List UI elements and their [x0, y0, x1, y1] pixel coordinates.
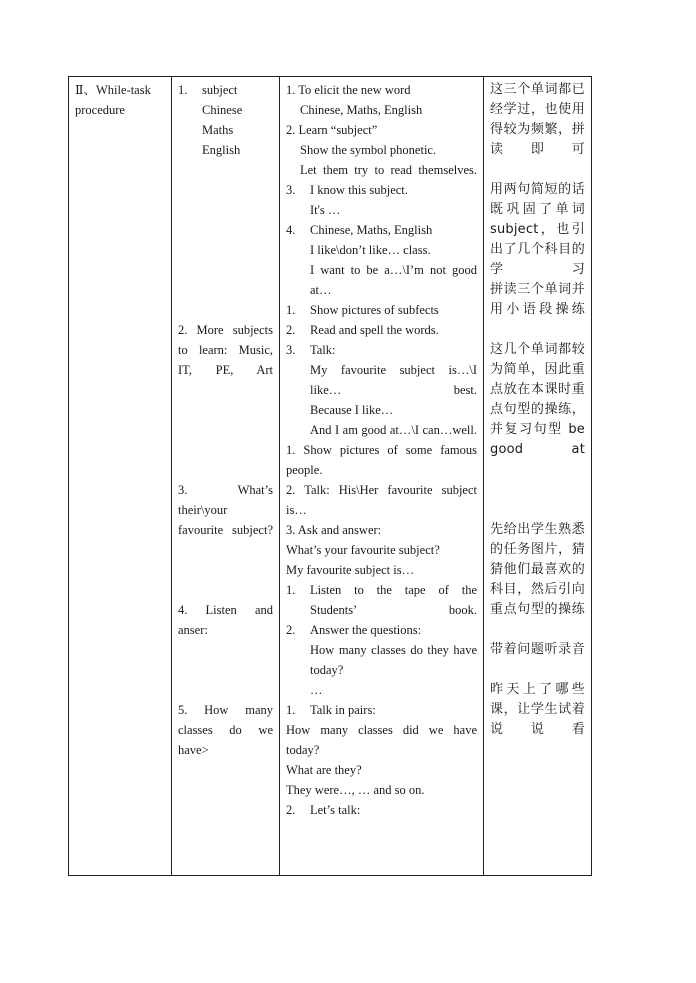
step-detail: I like\don’t like… class. [310, 243, 431, 257]
step-number: 2. [286, 623, 296, 637]
step-title: 2. Learn “subject” [286, 123, 378, 137]
lesson-plan-table [68, 76, 592, 876]
notes-cell [484, 77, 592, 876]
step-number: 1. [286, 303, 296, 317]
procedure-cell [280, 77, 484, 876]
step-number: 2. [286, 323, 296, 337]
table-row [69, 77, 592, 876]
content-cell [172, 77, 280, 876]
step-detail: Because I like… [310, 403, 394, 417]
content-item-3: 3. What’s their\your favourite subject? [178, 483, 273, 537]
note-text: 拼读三个单词并用小语段操练 [490, 282, 585, 317]
step-title: Show pictures of subfects [310, 303, 439, 317]
content-item-2: 2. More subjects to learn: Music, IT, PE, Art [178, 323, 273, 377]
note-text: 这三个单词都已经学过，也使用得较为频繁，拼读即可 [490, 82, 585, 157]
note-text: 先给出学生熟悉的任务图片，猜猜他们最喜欢的科目，然后引向重点句型的操练 [490, 522, 585, 617]
step-detail: … [310, 683, 323, 697]
step-detail: My favourite subject is…\I like… best. [310, 363, 477, 397]
vocab-word: Maths [202, 123, 234, 137]
step-detail: What’s your favourite subject? [286, 543, 440, 557]
step-detail: Let them try to read themselves. [300, 163, 477, 177]
step-detail: They were…, … and so on. [286, 783, 425, 797]
step-detail: My favourite subject is… [286, 563, 415, 577]
step-title: Talk in pairs: [310, 703, 376, 717]
content-item-1 [178, 80, 273, 160]
stage-cell [69, 77, 172, 876]
step-title: Listen to the tape of the Students’ book. [310, 583, 477, 617]
step-detail: It's … [310, 203, 341, 217]
step-title: Talk: [310, 343, 336, 357]
note-text: 昨天上了哪些课，让学生试着说说看 [490, 682, 585, 737]
note-text: 这几个单词都较为简单，因此重点放在本课时重点句型的操练，并复习句型 be good at [490, 342, 585, 457]
step-detail: And I am good at…\I can…well. [310, 423, 477, 437]
step-title: Answer the questions: [310, 623, 422, 637]
step-title: 2. Talk: His\Her favourite subject is… [286, 483, 477, 517]
item-number: 1. [178, 83, 188, 97]
note-text: 带着问题听录音 [490, 642, 585, 657]
content-item-4: 4. Listen and anser: [178, 603, 273, 637]
step-detail: How many classes do they have today? [310, 643, 477, 677]
content-item-5: 5. How many classes do we have> [178, 703, 273, 757]
step-number: 3. [286, 183, 296, 197]
step-title: I know this subject. [310, 183, 408, 197]
step-number: 1. [286, 703, 296, 717]
step-title: 1. To elicit the new word [286, 83, 411, 97]
step-detail: Chinese, Maths, English [300, 103, 423, 117]
vocab-word: English [202, 143, 241, 157]
step-title: Read and spell the words. [310, 323, 439, 337]
vocab-word: subject [202, 83, 238, 97]
step-detail: I want to be a…\I’m not good at… [310, 263, 477, 297]
stage-label: Ⅱ、While-task procedure [75, 83, 151, 117]
step-number: 4. [286, 223, 296, 237]
listen-step-1 [286, 580, 477, 620]
step-title: Chinese, Maths, English [310, 223, 433, 237]
step-title: Let’s talk: [310, 803, 361, 817]
step-number: 3. [286, 343, 296, 357]
vocab-word: Chinese [202, 103, 243, 117]
note-text: 用两句简短的话既巩固了单词subject，也引出了几个科目的学习 [490, 182, 585, 277]
step-detail: Show the symbol phonetic. [300, 143, 437, 157]
step-title: 3. Ask and answer: [286, 523, 382, 537]
step-detail: What are they? [286, 763, 362, 777]
step-title: 1. Show pictures of some famous people. [286, 443, 477, 477]
step-number: 2. [286, 803, 296, 817]
step-detail: How many classes did we have today? [286, 723, 477, 757]
step-number: 1. [286, 583, 296, 597]
